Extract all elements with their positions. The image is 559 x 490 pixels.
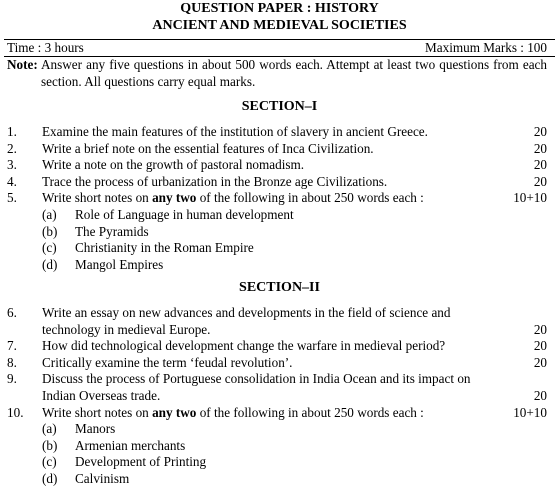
subitem-label: (d) xyxy=(42,256,58,272)
question-text xyxy=(42,190,503,207)
question-marks: 20 xyxy=(533,387,547,403)
question-number: 5. xyxy=(7,190,17,206)
question-text: Write an essay on new advances and developments in the field of science and technology in medieval Europe. xyxy=(42,305,451,337)
question-marks: 20 xyxy=(533,354,547,370)
subitem-text: The Pyramids xyxy=(75,223,149,239)
question-marks: 20 xyxy=(533,124,547,139)
note-block xyxy=(7,57,547,90)
question-text: How did technological development change the warfare in medieval period? xyxy=(42,338,446,354)
question-marks: 10+10 xyxy=(513,404,547,420)
question-marks: 20 xyxy=(533,157,547,173)
note-text: Answer any five questions in about 500 words each. Attempt at least two questions from each section. All questions carry equal marks. xyxy=(41,57,547,89)
subitem-text: Mangol Empires xyxy=(75,256,164,272)
question-number: 4. xyxy=(7,173,17,189)
question-text: Examine the main features of the institution of slavery in ancient Greece. xyxy=(42,124,428,139)
paper-subtitle: ANCIENT AND MEDIEVAL SOCIETIES xyxy=(152,18,407,33)
question-number: 3. xyxy=(7,157,17,173)
subitem-label: (b) xyxy=(42,223,58,239)
question-number: 2. xyxy=(7,140,17,156)
subitem-label: (d) xyxy=(42,471,58,486)
section-1-heading: SECTION–I xyxy=(241,99,318,114)
question-emphasis: any two xyxy=(152,404,197,420)
subitem-label: (c) xyxy=(42,454,57,470)
subitem-text: Calvinism xyxy=(75,471,130,486)
question-text xyxy=(42,405,503,422)
question-text: Trace the process of urbanization in the Bronze age Civilizations. xyxy=(42,173,388,189)
question-number: 8. xyxy=(7,354,17,370)
time-allowed: Time : 3 hours xyxy=(7,40,84,55)
note-label: Note: xyxy=(7,57,38,72)
question-text-start: Write short notes on xyxy=(42,190,153,206)
subitem-text: Development of Printing xyxy=(75,454,207,470)
subitem-text: Christianity in the Roman Empire xyxy=(75,240,254,256)
question-marks: 20 xyxy=(533,321,547,337)
subitem-label: (c) xyxy=(42,240,57,256)
subitem-label: (a) xyxy=(42,207,57,222)
question-number: 7. xyxy=(7,338,17,354)
question-text-end: of the following in about 250 words each : xyxy=(196,404,424,420)
question-number: 6. xyxy=(7,305,17,320)
question-text-start: Write short notes on xyxy=(42,404,153,420)
question-text-end: of the following in about 250 words each : xyxy=(196,190,424,206)
question-text: Write a note on the growth of pastoral nomadism. xyxy=(42,157,305,173)
question-text: Write a brief note on the essential features of Inca Civilization. xyxy=(42,140,374,156)
question-marks: 10+10 xyxy=(513,190,547,206)
question-marks: 20 xyxy=(533,173,547,189)
maximum-marks: Maximum Marks : 100 xyxy=(425,40,547,55)
question-text: Discuss the process of Portuguese consolidation in India Ocean and its impact on Indian Overseas trade. xyxy=(42,371,471,403)
paper-title: QUESTION PAPER : HISTORY xyxy=(180,1,379,16)
subitem-label: (a) xyxy=(42,421,57,437)
section-2-heading: SECTION–II xyxy=(239,280,320,295)
question-number: 9. xyxy=(7,371,17,387)
question-number: 1. xyxy=(7,124,17,139)
question-marks: 20 xyxy=(533,338,547,354)
subitem-text: Manors xyxy=(75,421,116,437)
question-text: Critically examine the term ‘feudal revolution’. xyxy=(42,354,293,370)
subitem-text: Armenian merchants xyxy=(75,437,186,453)
meta-row xyxy=(7,40,547,57)
subitem-label: (b) xyxy=(42,437,58,453)
question-number: 10. xyxy=(7,404,24,420)
subitem-text: Role of Language in human development xyxy=(75,207,294,222)
question-marks: 20 xyxy=(533,140,547,156)
question-emphasis: any two xyxy=(152,190,197,206)
